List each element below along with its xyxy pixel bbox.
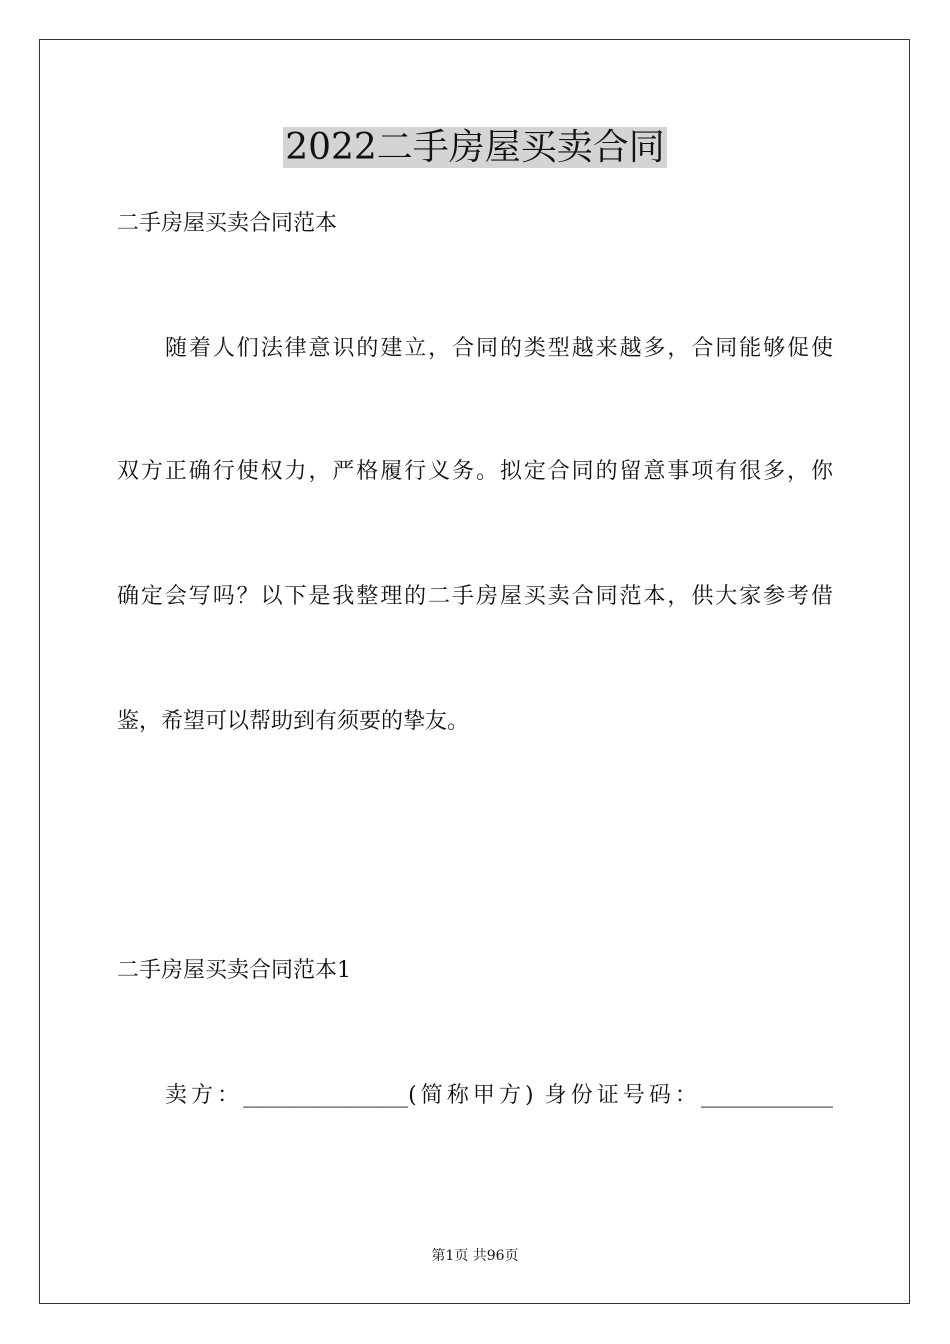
document-subtitle: 二手房屋买卖合同范本 xyxy=(117,211,338,236)
seller-field-line: 卖方：_______________(简称甲方) 身份证号码：____________ xyxy=(165,1083,833,1108)
page-number-footer: 第1页 共96页 xyxy=(431,1248,519,1264)
intro-line-1: 随着人们法律意识的建立，合同的类型越来越多，合同能够促使 xyxy=(165,336,833,361)
intro-line-4: 鉴，希望可以帮助到有须要的挚友。 xyxy=(117,709,470,734)
intro-line-2: 双方正确行使权力，严格履行义务。拟定合同的留意事项有很多，你 xyxy=(117,459,833,484)
section-heading: 二手房屋买卖合同范本1 xyxy=(117,958,351,983)
document-title xyxy=(0,126,950,170)
document-title-text: 2022二手房屋买卖合同 xyxy=(285,127,665,168)
intro-line-3: 确定会写吗？以下是我整理的二手房屋买卖合同范本，供大家参考借 xyxy=(117,584,833,609)
